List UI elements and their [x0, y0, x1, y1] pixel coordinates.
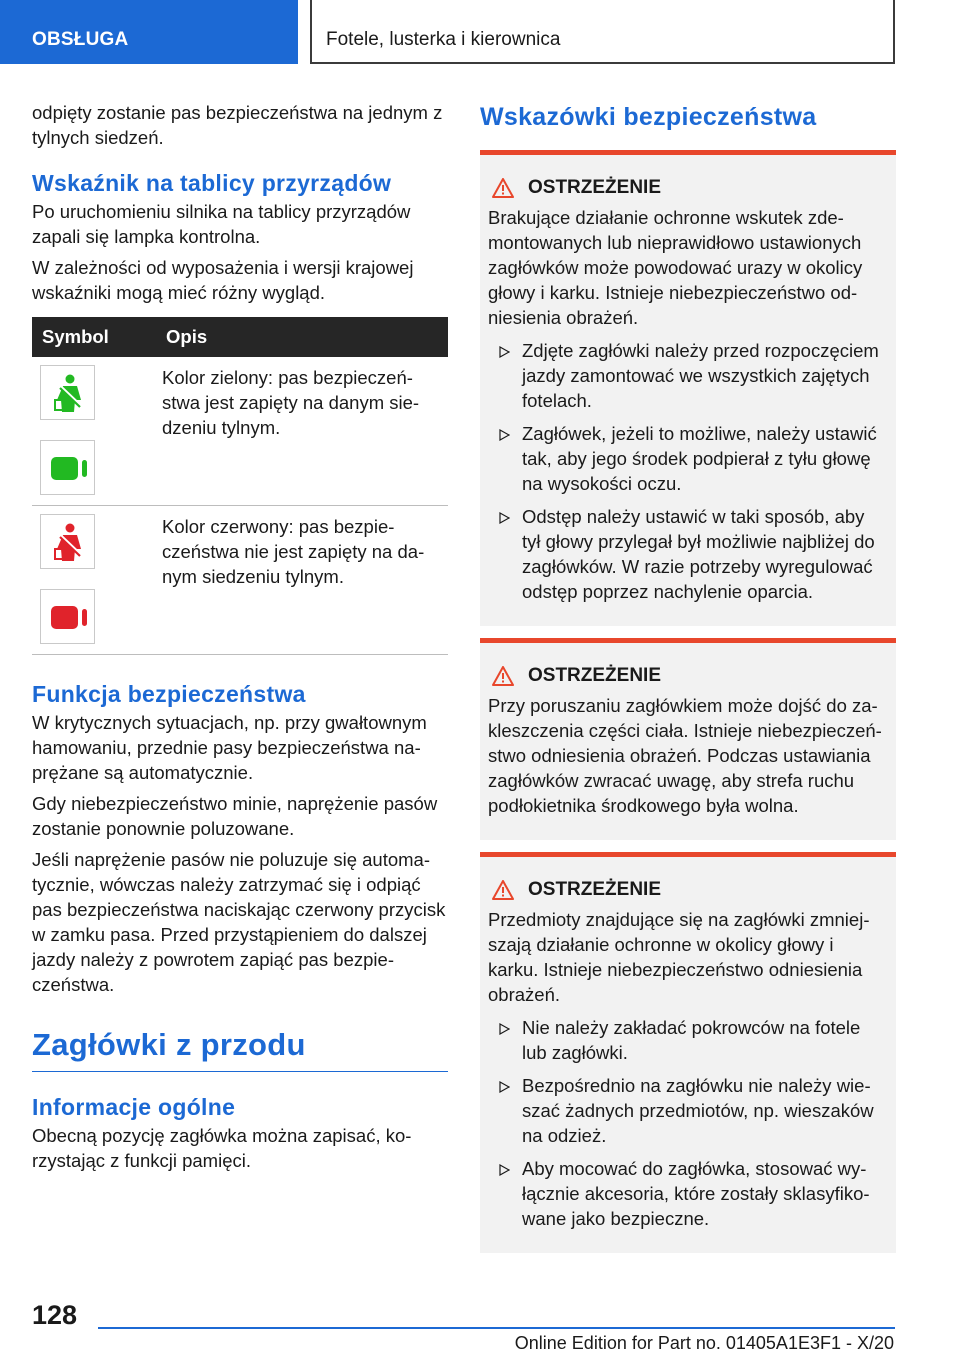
table-cell-desc: Kolor zielony: pas bezpieczeństwa jest zapięty na danym siedzeniu tylnym.: [156, 357, 448, 506]
bullet-triangle-icon: [498, 1023, 510, 1035]
table-row: [32, 506, 448, 655]
safety-paragraph-2: Gdy niebezpieczeństwo minie, naprężenie pasów zostanie ponownie poluzowane.: [32, 793, 438, 839]
warning-text: Przedmioty znajdujące się na zagłówki zmniejszają działanie ochronne w okolicy głowy i karku. Istnieje niebezpieczeństwo odniesienia obrażeń.: [488, 909, 870, 1005]
table-header-symbol: Symbol: [32, 317, 156, 357]
indicator-paragraph-1: Po uruchomieniu silnika na tablicy przyrządów zapali się lampka kontrolna.: [32, 201, 411, 247]
symbol-table: [32, 317, 448, 655]
bullet-triangle-icon: [498, 1081, 510, 1093]
safety-tips-heading: Wskazówki bezpieczeństwa: [480, 103, 817, 131]
warning-title: OSTRZEŻENIE: [528, 177, 662, 198]
status-red-icon: [40, 589, 95, 644]
table-header-desc: Opis: [156, 317, 448, 357]
list-item: Nie należy zakładać pokrowców na fotele lub zagłówki.: [488, 1015, 888, 1065]
warning-text: Brakujące działanie ochronne wskutek zdemontowanych lub nieprawidłowo ustawionych zagłówków może powodować urazy w okolicy głowy i karku. Istnieje niebezpieczeństwo odniesienia obrażeń.: [488, 207, 863, 328]
list-item: Odstęp należy ustawić w taki sposób, aby tył głowy przylegał był możliwie najbliżej do zagłówków. W razie potrzeby wyregulować odstęp poprzez nachylenie oparcia.: [488, 504, 888, 604]
footer-rule: [98, 1327, 895, 1329]
headrest-heading: Zagłówki z przodu: [32, 1027, 306, 1062]
warning-text: Przy poruszaniu zagłówkiem może dojść do zakleszczenia części ciała. Istnieje niebezpieczeństwo odniesienia obrażeń. Podczas ustawiania zagłówków zwracać uwagę, aby strefa ruchu podłokietnika środkowego była wolna.: [488, 695, 882, 816]
safety-heading: Funkcja bezpieczeństwa: [32, 681, 306, 707]
safety-paragraph-1: W krytycznych sytuacjach, np. przy gwałtownym hamowaniu, przednie pasy bezpieczeństwa naprężane są automatycznie.: [32, 712, 427, 783]
right-column: [480, 100, 896, 1265]
seatbelt-green-icon: [40, 365, 95, 420]
warning-title: OSTRZEŻENIE: [528, 665, 662, 686]
list-item: Zdjęte zagłówki należy przed rozpoczęciem jazdy zamontować we wszystkich zajętych fotelach.: [488, 338, 888, 413]
warning-box: [480, 150, 896, 626]
safety-paragraph-3: Jeśli naprężenie pasów nie poluzuje się automatycznie, wówczas należy zatrzymać się i odpiąć pas bezpieczeństwa naciskając czerwony przycisk w zamku pasa. Przed przystąpieniem do dalszej jazdy należy z powrotem zapiąć pas bezpieczeństwa.: [32, 849, 446, 995]
list-item: Aby mocować do zagłówka, stosować wyłącznie akcesoria, które zostały sklasyfikowane jako bezpieczne.: [488, 1156, 888, 1231]
section-title: OBSŁUGA: [32, 29, 129, 50]
warning-box: [480, 638, 896, 840]
page-number: 128: [32, 1300, 78, 1330]
chapter-tab: [310, 0, 895, 64]
chapter-title: Fotele, lusterka i kierownica: [326, 29, 561, 50]
warning-box: [480, 852, 896, 1253]
bullet-triangle-icon: [498, 512, 510, 524]
list-item: Bezpośrednio na zagłówku nie należy wieszać żadnych przedmiotów, np. wieszaków na odzież.: [488, 1073, 888, 1148]
heading-rule: [32, 1071, 448, 1072]
warning-triangle-icon: [492, 178, 514, 198]
section-tab: [0, 0, 298, 64]
left-column: [32, 100, 448, 1179]
edition-note: Online Edition for Part no. 01405A1E3F1 - X/20: [514, 1333, 894, 1353]
bullet-triangle-icon: [498, 429, 510, 441]
table-cell-desc: Kolor czerwony: pas bezpieczeństwa nie jest zapięty na danym siedzeniu tylnym.: [156, 506, 448, 655]
bullet-triangle-icon: [498, 1164, 510, 1176]
bullet-triangle-icon: [498, 346, 510, 358]
warning-title: OSTRZEŻENIE: [528, 879, 662, 900]
warning-triangle-icon: [492, 666, 514, 686]
indicator-paragraph-2: W zależności od wyposażenia i wersji krajowej wskaźniki mogą mieć różny wygląd.: [32, 257, 414, 303]
intro-paragraph: odpięty zostanie pas bezpieczeństwa na jednym z tylnych siedzeń.: [32, 102, 443, 148]
status-green-icon: [40, 440, 95, 495]
warning-triangle-icon: [492, 880, 514, 900]
seatbelt-red-icon: [40, 514, 95, 569]
general-heading: Informacje ogólne: [32, 1094, 236, 1120]
indicator-heading: Wskaźnik na tablicy przyrządów: [32, 170, 392, 196]
table-row: [32, 357, 448, 506]
list-item: Zagłówek, jeżeli to możliwe, należy ustawić tak, aby jego środek podpierał z tyłu głowę na wysokości oczu.: [488, 421, 888, 496]
general-paragraph-1: Obecną pozycję zagłówka można zapisać, korzystając z funkcji pamięci.: [32, 1125, 412, 1171]
